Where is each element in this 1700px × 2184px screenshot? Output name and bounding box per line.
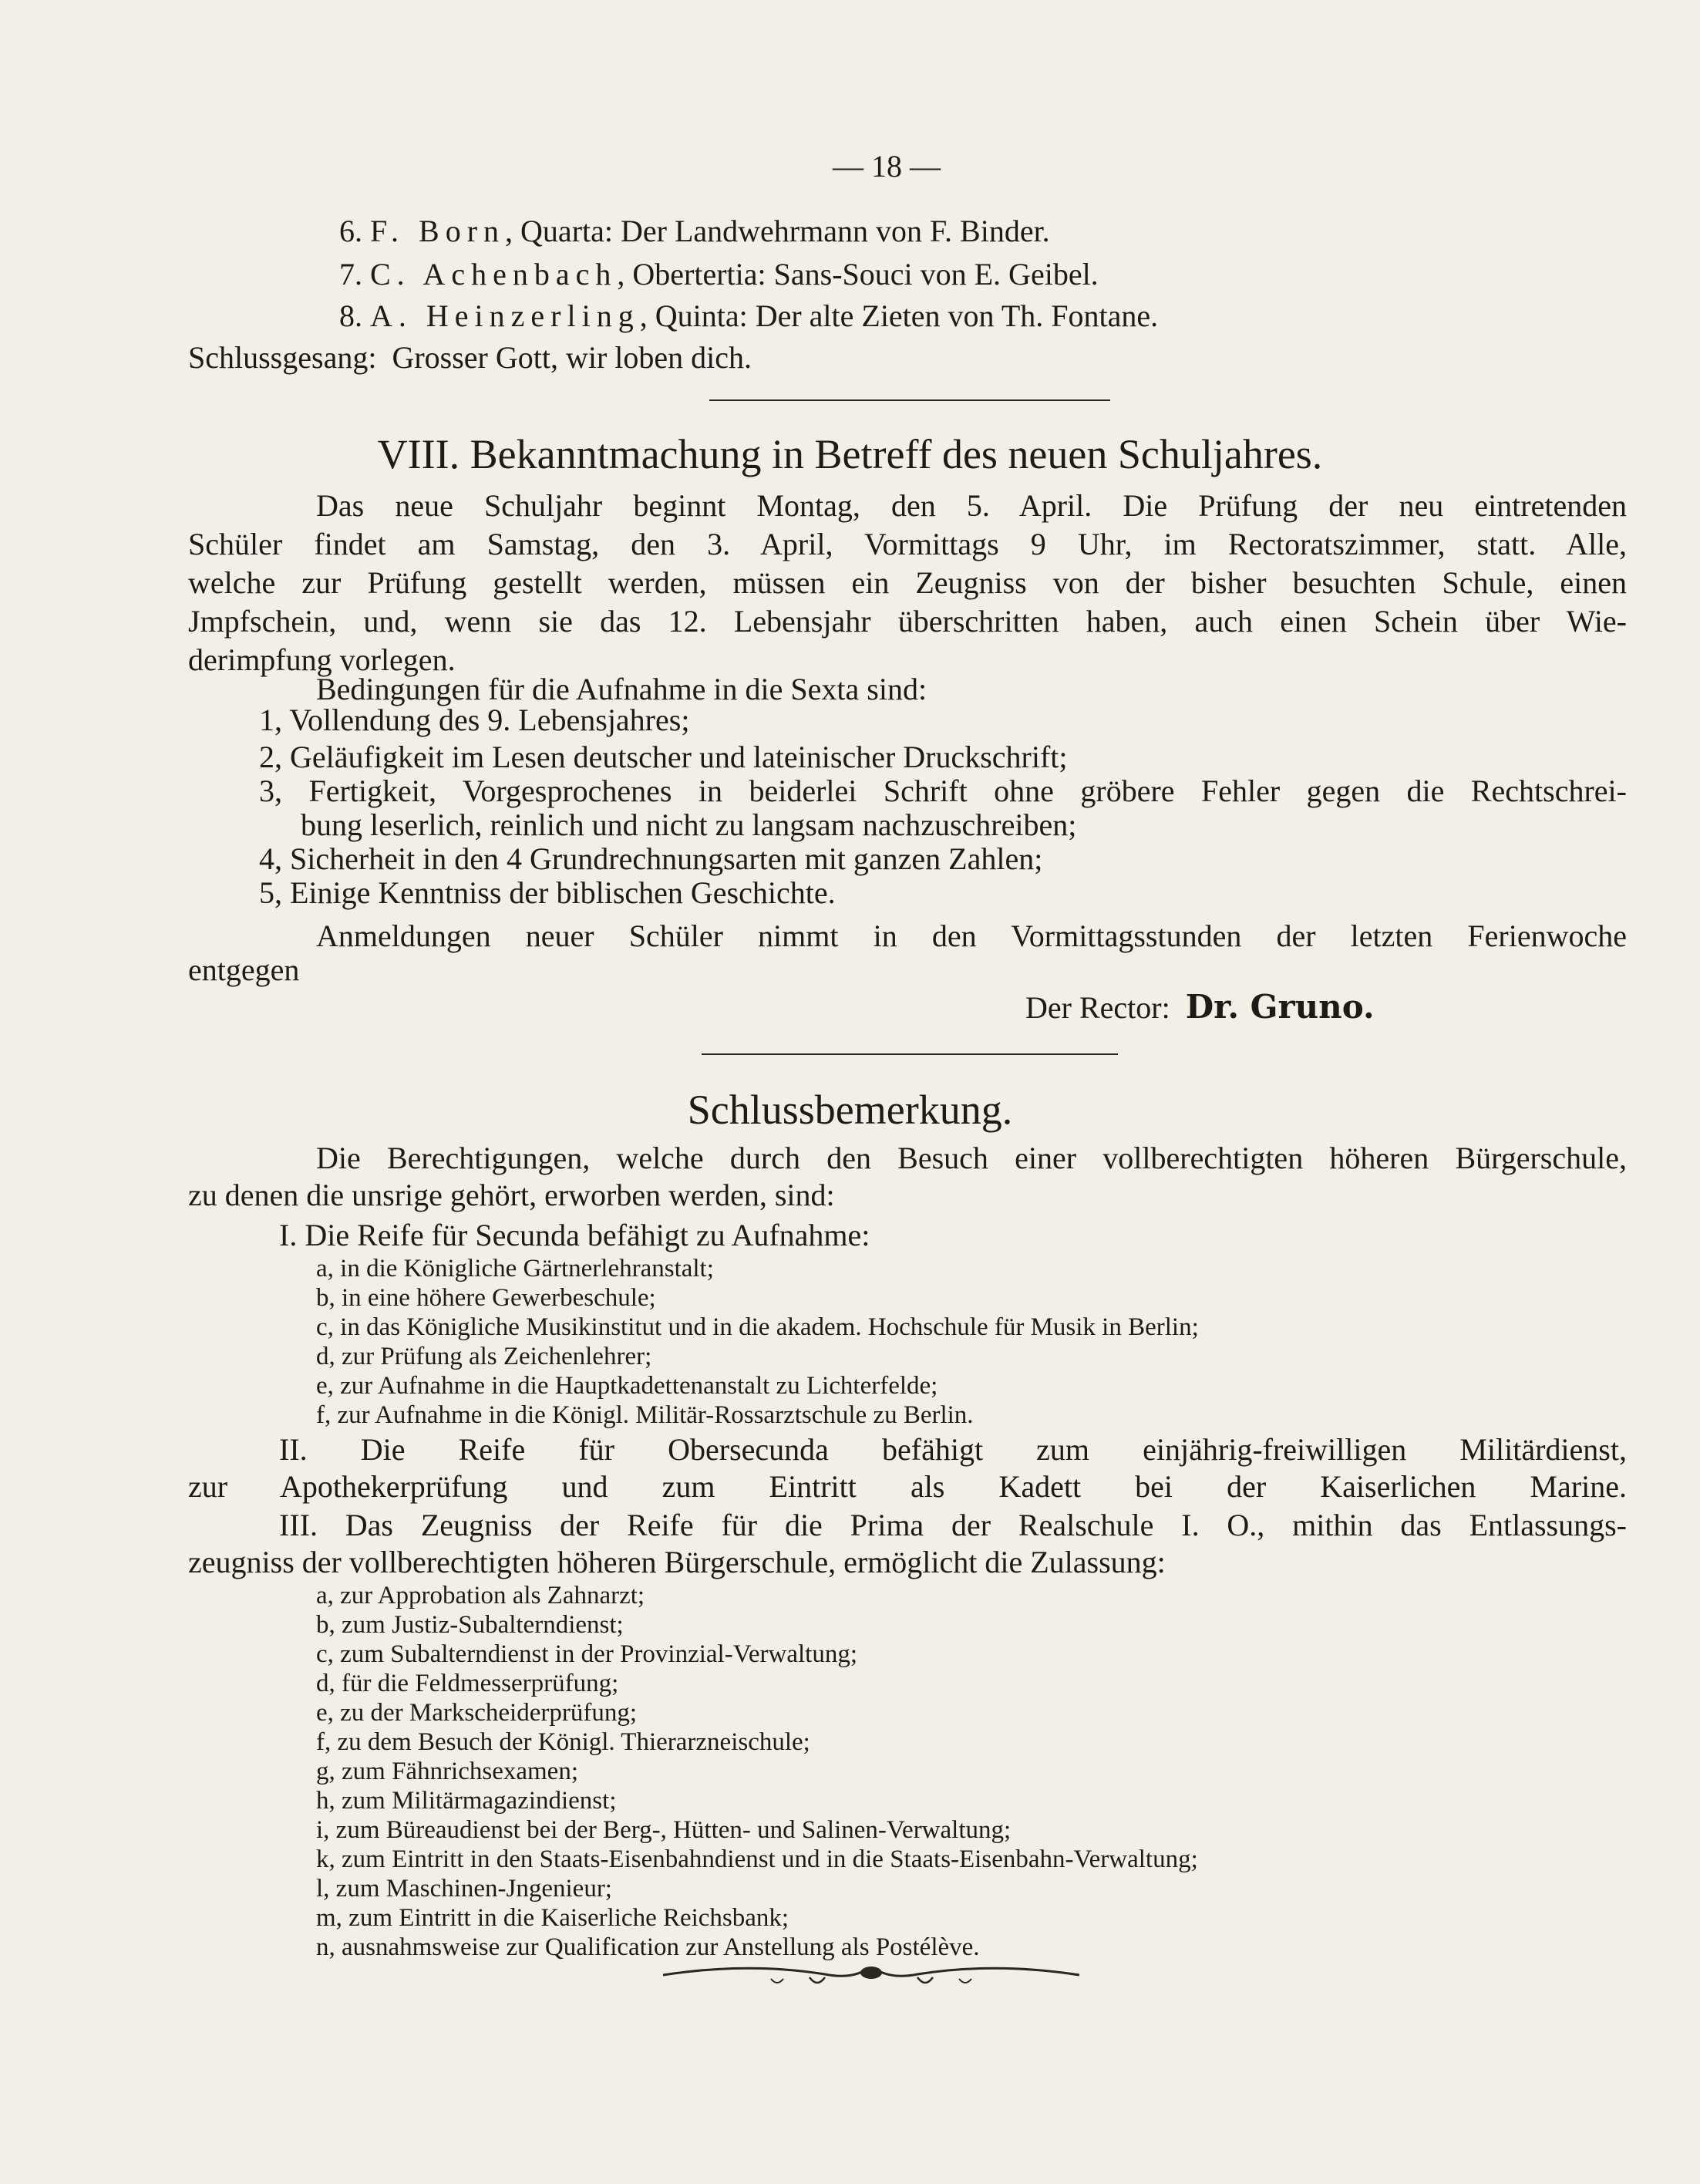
section-heading-viii: VIII. Bekanntmachung in Betreff des neuen Schuljahres. <box>377 431 1323 477</box>
condition-item: 3, Fertigkeit, Vorgesprochenes in beiderlei Schrift ohne gröbere Fehler gegen die Rechtschrei- <box>259 774 1627 808</box>
list-item: d, für die Feldmesserprüfung; <box>316 1670 619 1697</box>
performer-class: , Quarta: <box>505 214 613 248</box>
list-item: i, zum Büreaudienst bei der Berg-, Hütten- und Salinen-Verwaltung; <box>316 1816 1012 1844</box>
registration-line: entgegen <box>188 952 300 987</box>
list-item: l, zum Maschinen-Jngenieur; <box>316 1875 612 1903</box>
performer-name: C. Achenbach <box>370 257 618 292</box>
paragraph-line: Schüler findet am Samstag, den 3. April, Vormittags 9 Uhr, im Rectoratszimmer, statt. Alle, <box>188 527 1627 561</box>
list-item: g, zum Fähnrichsexamen; <box>316 1758 578 1785</box>
paragraph-line: derimpfung vorlegen. <box>188 642 456 677</box>
list-item: c, in das Königliche Musikinstitut und in die akadem. Hochschule für Musik in Berlin; <box>316 1313 1199 1341</box>
list-item: m, zum Eintritt in die Kaiserliche Reichsbank; <box>316 1904 789 1932</box>
list-item: b, in eine höhere Gewerbeschule; <box>316 1284 656 1312</box>
performer-name: A. Heinzerling <box>370 298 640 333</box>
piece-title: Sans-Souci von E. Geibel. <box>773 257 1099 292</box>
program-item-7 <box>339 256 1099 293</box>
list-item: e, zu der Markscheiderprüfung; <box>316 1699 637 1727</box>
paragraph-line: Die Berechtigungen, welche durch den Besuch einer vollberechtigten höheren Bürgerschule, <box>316 1141 1627 1175</box>
list-item: b, zum Justiz-Subalterndienst; <box>316 1611 624 1639</box>
program-item-6 <box>339 213 1050 250</box>
performer-class: , Quinta: <box>639 298 748 333</box>
signature <box>1025 989 1375 1026</box>
conditions-intro: Bedingungen für die Aufnahme in die Sexta sind: <box>316 672 927 706</box>
section-iii-line: zeugniss der vollberechtigten höheren Bürgerschule, ermöglicht die Zulassung: <box>188 1545 1166 1579</box>
list-item: h, zum Militärmagazindienst; <box>316 1787 617 1815</box>
list-item: a, in die Königliche Gärtnerlehranstalt; <box>316 1255 714 1282</box>
registration-line: Anmeldungen neuer Schüler nimmt in den Vormittagsstunden der letzten Ferienwoche <box>316 918 1627 953</box>
section-ii-line: II. Die Reife für Obersecunda befähigt zum einjährig-freiwilligen Militärdienst, <box>279 1432 1627 1467</box>
ornament-divider <box>655 1956 1087 1994</box>
condition-item: 2, Geläufigkeit im Lesen deutscher und lateinischer Druckschrift; <box>259 740 1068 774</box>
list-item: c, zum Subalterndienst in der Provinzial-Verwaltung; <box>316 1640 857 1668</box>
condition-item: 4, Sicherheit in den 4 Grundrechnungsarten mit ganzen Zahlen; <box>259 841 1043 876</box>
piece-title: Der alte Zieten von Th. Fontane. <box>755 298 1159 333</box>
paragraph-line: zu denen die unsrige gehört, erworben werden, sind: <box>188 1178 835 1212</box>
performer-name: F. Born <box>370 214 506 248</box>
closing-song-label: Schlussgesang: <box>188 340 377 375</box>
list-item: a, zur Approbation als Zahnarzt; <box>316 1582 645 1609</box>
list-item: f, zu dem Besuch der Königl. Thierarzneischule; <box>316 1728 810 1756</box>
piece-title: Der Landwehrmann von F. Binder. <box>621 214 1050 248</box>
section-i-title: I. Die Reife für Secunda befähigt zu Aufnahme: <box>279 1218 870 1252</box>
program-item-8 <box>339 298 1158 335</box>
signature-label: Der Rector: <box>1025 990 1170 1025</box>
divider <box>709 399 1110 401</box>
section-heading-closing: Schlussbemerkung. <box>687 1087 1013 1133</box>
divider <box>702 1053 1118 1055</box>
section-iii-line: III. Das Zeugniss der Reife für die Prima der Realschule I. O., mithin das Entlassungs- <box>279 1508 1627 1542</box>
list-item: f, zur Aufnahme in die Königl. Militär-Rossarztschule zu Berlin. <box>316 1401 974 1429</box>
list-item: e, zur Aufnahme in die Hauptkadettenanstalt zu Lichterfelde; <box>316 1372 938 1400</box>
closing-song <box>188 339 752 376</box>
paragraph-line: welche zur Prüfung gestellt werden, müssen ein Zeugniss von der bisher besuchten Schule, einen <box>188 565 1627 600</box>
page-number: — 18 — <box>833 149 941 184</box>
section-ii-line: zur Apothekerprüfung und zum Eintritt als Kadett bei der Kaiserlichen Marine. <box>188 1469 1627 1504</box>
signature-name: Dr. Gruno. <box>1185 988 1375 1026</box>
performer-class: , Obertertia: <box>617 257 766 292</box>
closing-song-title: Grosser Gott, wir loben dich. <box>392 340 752 375</box>
item-number: 7. <box>339 257 362 292</box>
condition-item: bung leserlich, reinlich und nicht zu langsam nachzuschreiben; <box>301 807 1077 842</box>
item-number: 8. <box>339 298 362 333</box>
paragraph-line: Das neue Schuljahr beginnt Montag, den 5. April. Die Prüfung der neu eintretenden <box>316 488 1627 523</box>
list-item: k, zum Eintritt in den Staats-Eisenbahndienst und in die Staats-Eisenbahn-Verwaltung; <box>316 1845 1198 1873</box>
list-item: d, zur Prüfung als Zeichenlehrer; <box>316 1343 652 1370</box>
paragraph-line: Jmpfschein, und, wenn sie das 12. Lebensjahr überschritten haben, auch einen Schein über Wie- <box>188 604 1627 639</box>
list-item: n, ausnahmsweise zur Qualification zur Anstellung als Postélève. <box>316 1933 980 1961</box>
condition-item: 1, Vollendung des 9. Lebensjahres; <box>259 703 690 737</box>
condition-item: 5, Einige Kenntniss der biblischen Geschichte. <box>259 875 836 910</box>
item-number: 6. <box>339 214 362 248</box>
